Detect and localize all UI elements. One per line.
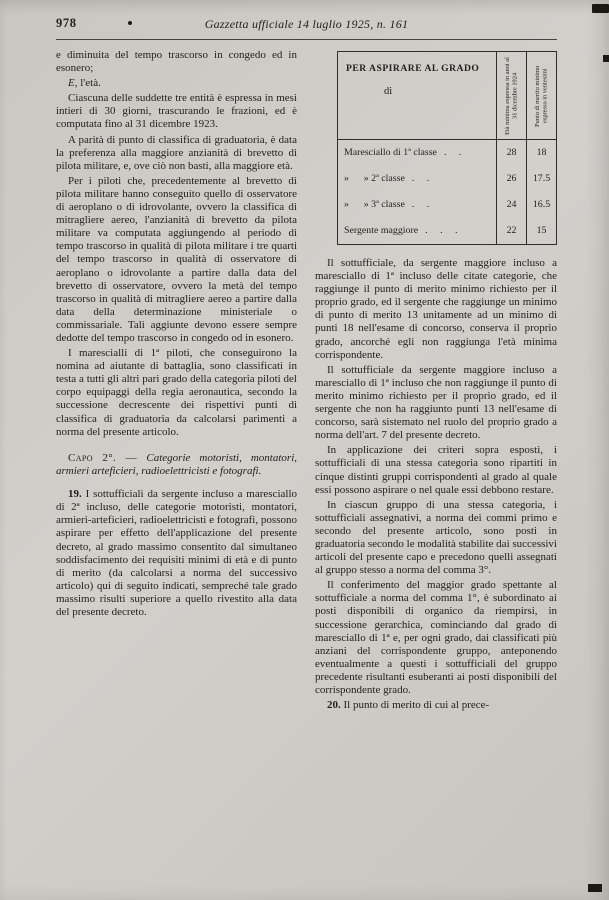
grade-label: Maresciallo di 1ª classe xyxy=(344,147,437,158)
scan-artifact xyxy=(603,55,609,62)
paragraph-piloti: Per i piloti che, precedentemente al brevetto di pilota militare hanno conseguito quello di osservatore di aeroplano o di idrovolante, ovvero la classifica di mitragliere aereo, l'anzianità di brevetto da pilota militare va computata aggiungendo al periodo di tempo trascorso in qualità di pilota militare i tre quarti del tempo trascorso in qualità di osservatore di aeroplano o idrovolante a partire dalla data del brevetto di osservatore, ovvero la metà del tempo trascorso in qualità di mitragliere aereo a partire dalla data della determinazione ministeriale o commissariale. Tali aggiunte devono essere sempre dedotte del tempo trascorso in congedo od in esonero. xyxy=(56,174,297,344)
left-column xyxy=(56,49,297,714)
table-row-grade xyxy=(338,166,496,192)
table-row-grade xyxy=(338,218,496,244)
article-20-text: Il punto di merito di cui al prece- xyxy=(340,699,490,712)
chapter-title: Categorie motoristi, montatori, armieri arteficieri, radioelettricisti e fotografi. xyxy=(56,451,298,477)
article-20-number: 20. xyxy=(327,699,341,712)
merit-value: 16.5 xyxy=(526,192,556,218)
page-header xyxy=(56,16,557,36)
column-header-age xyxy=(496,52,526,140)
paragraph-sottufficiale-1: Il sottufficiale, da sergente maggiore incluso a maresciallo di 1ª incluso delle citate categorie, che raggiunge il punto di merito minimo richiesto per il proprio grado, ed il sergente che raggiunge un minimo di punto di merito 13 unitamente ad un minimo di punti 18 nell'esame di concorso, conserva il proprio grado, ancorché egli non raggiunga l'età minima corrispondente. xyxy=(315,257,557,361)
paragraph-eta xyxy=(56,77,297,90)
scan-artifact xyxy=(128,21,132,25)
paragraph-ciascuna: Ciascuna delle suddette tre entità è espressa in mesi intieri di 30 giorni, trascurando le frazioni, ed è computata fino al 31 dicembre 1923. xyxy=(56,92,297,131)
paragraph-continuation: e diminuita del tempo trascorso in congedo ed in esonero; xyxy=(56,49,297,75)
article-19-number: 19. xyxy=(68,488,82,501)
paragraph-applicazione: In applicazione dei criteri sopra esposti, i sottufficiali di una stessa categoria sono ripartiti in cinque distinti gruppi corrispondenti al grado al quale essi possono aspirare o nel quale essi debbono restare. xyxy=(315,444,557,496)
leader-dots: . . . xyxy=(425,225,463,236)
aspirare-grade-table xyxy=(337,51,557,245)
leader-dots: . . xyxy=(443,147,467,158)
eta-rest: , l'età. xyxy=(74,77,101,90)
scan-artifact xyxy=(592,4,609,13)
article-20-paragraph xyxy=(315,699,557,712)
paragraph-gruppo: In ciascun gruppo di una stessa categoria, i sottufficiali assegnativi, a norma dei commi primo e secondo del presente articolo, sono posti in graduatoria secondo le modalità stabilite dai successivi articoli del presente capo e precedono quelli assegnati al gruppo stesso a norma del comma 3°. xyxy=(315,498,557,577)
table-title: PER ASPIRARE AL GRADO xyxy=(346,63,480,74)
table-row-grade xyxy=(338,192,496,218)
column-header-merit-label: Punto di merito minimo espresso in ventesimi xyxy=(534,64,549,127)
grade-label: » » 3ª classe xyxy=(344,199,405,210)
table-row-grade xyxy=(338,140,496,166)
paragraph-conferimento: Il conferimento del maggior grado spettante al sottufficiale a norma del comma 1°, è subordinato ai posti disponibili di organico da riempirsi, in successione gerarchica, cominciando dal grado di maresciallo di 1ª e, per ogni grado, dai classificati più anziani del corrispondente gruppo, anteponendo eventualmente a questi i sottufficiali del gruppo precedente risultanti esuberanti ai posti disponibili del corrispondente grado. xyxy=(315,579,557,696)
right-column xyxy=(315,49,557,714)
table-subtitle: di xyxy=(384,86,393,97)
article-19-paragraph xyxy=(56,488,297,619)
eta-lead: E xyxy=(68,77,75,90)
age-value: 22 xyxy=(496,218,526,244)
header-rule xyxy=(56,39,557,40)
paragraph-sottufficiale-2: Il sottufficiale da sergente maggiore incluso a maresciallo di 1ª incluso che non raggiunge il punto di merito minimo richiesto per il proprio grado, ed il sergente che non ha raggiunto punti 13 nell'esame di concorso, sarà sistemato nel ruolo del proprio grado a norma dell'art. 7 del presente decreto. xyxy=(315,363,557,442)
grade-label: Sergente maggiore xyxy=(344,225,419,236)
page-number: 978 xyxy=(56,16,77,30)
leader-dots: . . xyxy=(411,173,435,184)
scan-artifact xyxy=(588,884,602,892)
column-header-merit xyxy=(526,52,556,140)
merit-value: 15 xyxy=(526,218,556,244)
merit-value: 18 xyxy=(526,140,556,166)
table-title-cell xyxy=(338,52,496,140)
leader-dots: . . xyxy=(411,199,435,210)
chapter-number: Capo 2°. — xyxy=(68,451,147,464)
paragraph-marescialli: I marescialli di 1ª piloti, che conseguirono la nomina ad aiutante di battaglia, sono classificati in testa a tutti gli altri pari grado della categoria piloti del corpo equipaggi della regia aeronautica, secondo la successione decrescente dei rispettivi punti di classifica di graduatoria da calcolarsi parimenti a norma del presente articolo. xyxy=(56,347,297,438)
merit-value: 17.5 xyxy=(526,166,556,192)
grade-label: » » 2ª classe xyxy=(344,173,405,184)
age-value: 26 xyxy=(496,166,526,192)
paragraph-parita: A parità di punto di classifica di graduatoria, è data la preferenza alla maggiore anzianità di brevetto di pilota militare, e, ove ciò non basti, alla maggiore età. xyxy=(56,133,297,172)
two-column-body xyxy=(56,49,557,714)
age-value: 28 xyxy=(496,140,526,166)
column-header-age-label: Età minima espressa in anni al 31 dicembre 1924 xyxy=(504,56,519,135)
article-19-text: I sottufficiali da sergente incluso a maresciallo di 2ª incluso, delle categorie motoristi, montatori, armieri-arteficieri, radioelettricisti e fotografi, possono aspirare per effetto dell'applicazione del presente decreto, al grado massimo consentito dal simultaneo soddisfacimento dei requisiti minimi di età e di punto di merito (da calcolarsi a norma del successivo articolo) qui di seguito indicati, sempreché tale grado massimo risulti superiore a quello rivestito alla data del presente decreto. xyxy=(56,488,297,618)
journal-title: Gazzetta ufficiale 14 luglio 1925, n. 161 xyxy=(204,17,409,31)
chapter-heading xyxy=(56,452,297,478)
age-value: 24 xyxy=(496,192,526,218)
